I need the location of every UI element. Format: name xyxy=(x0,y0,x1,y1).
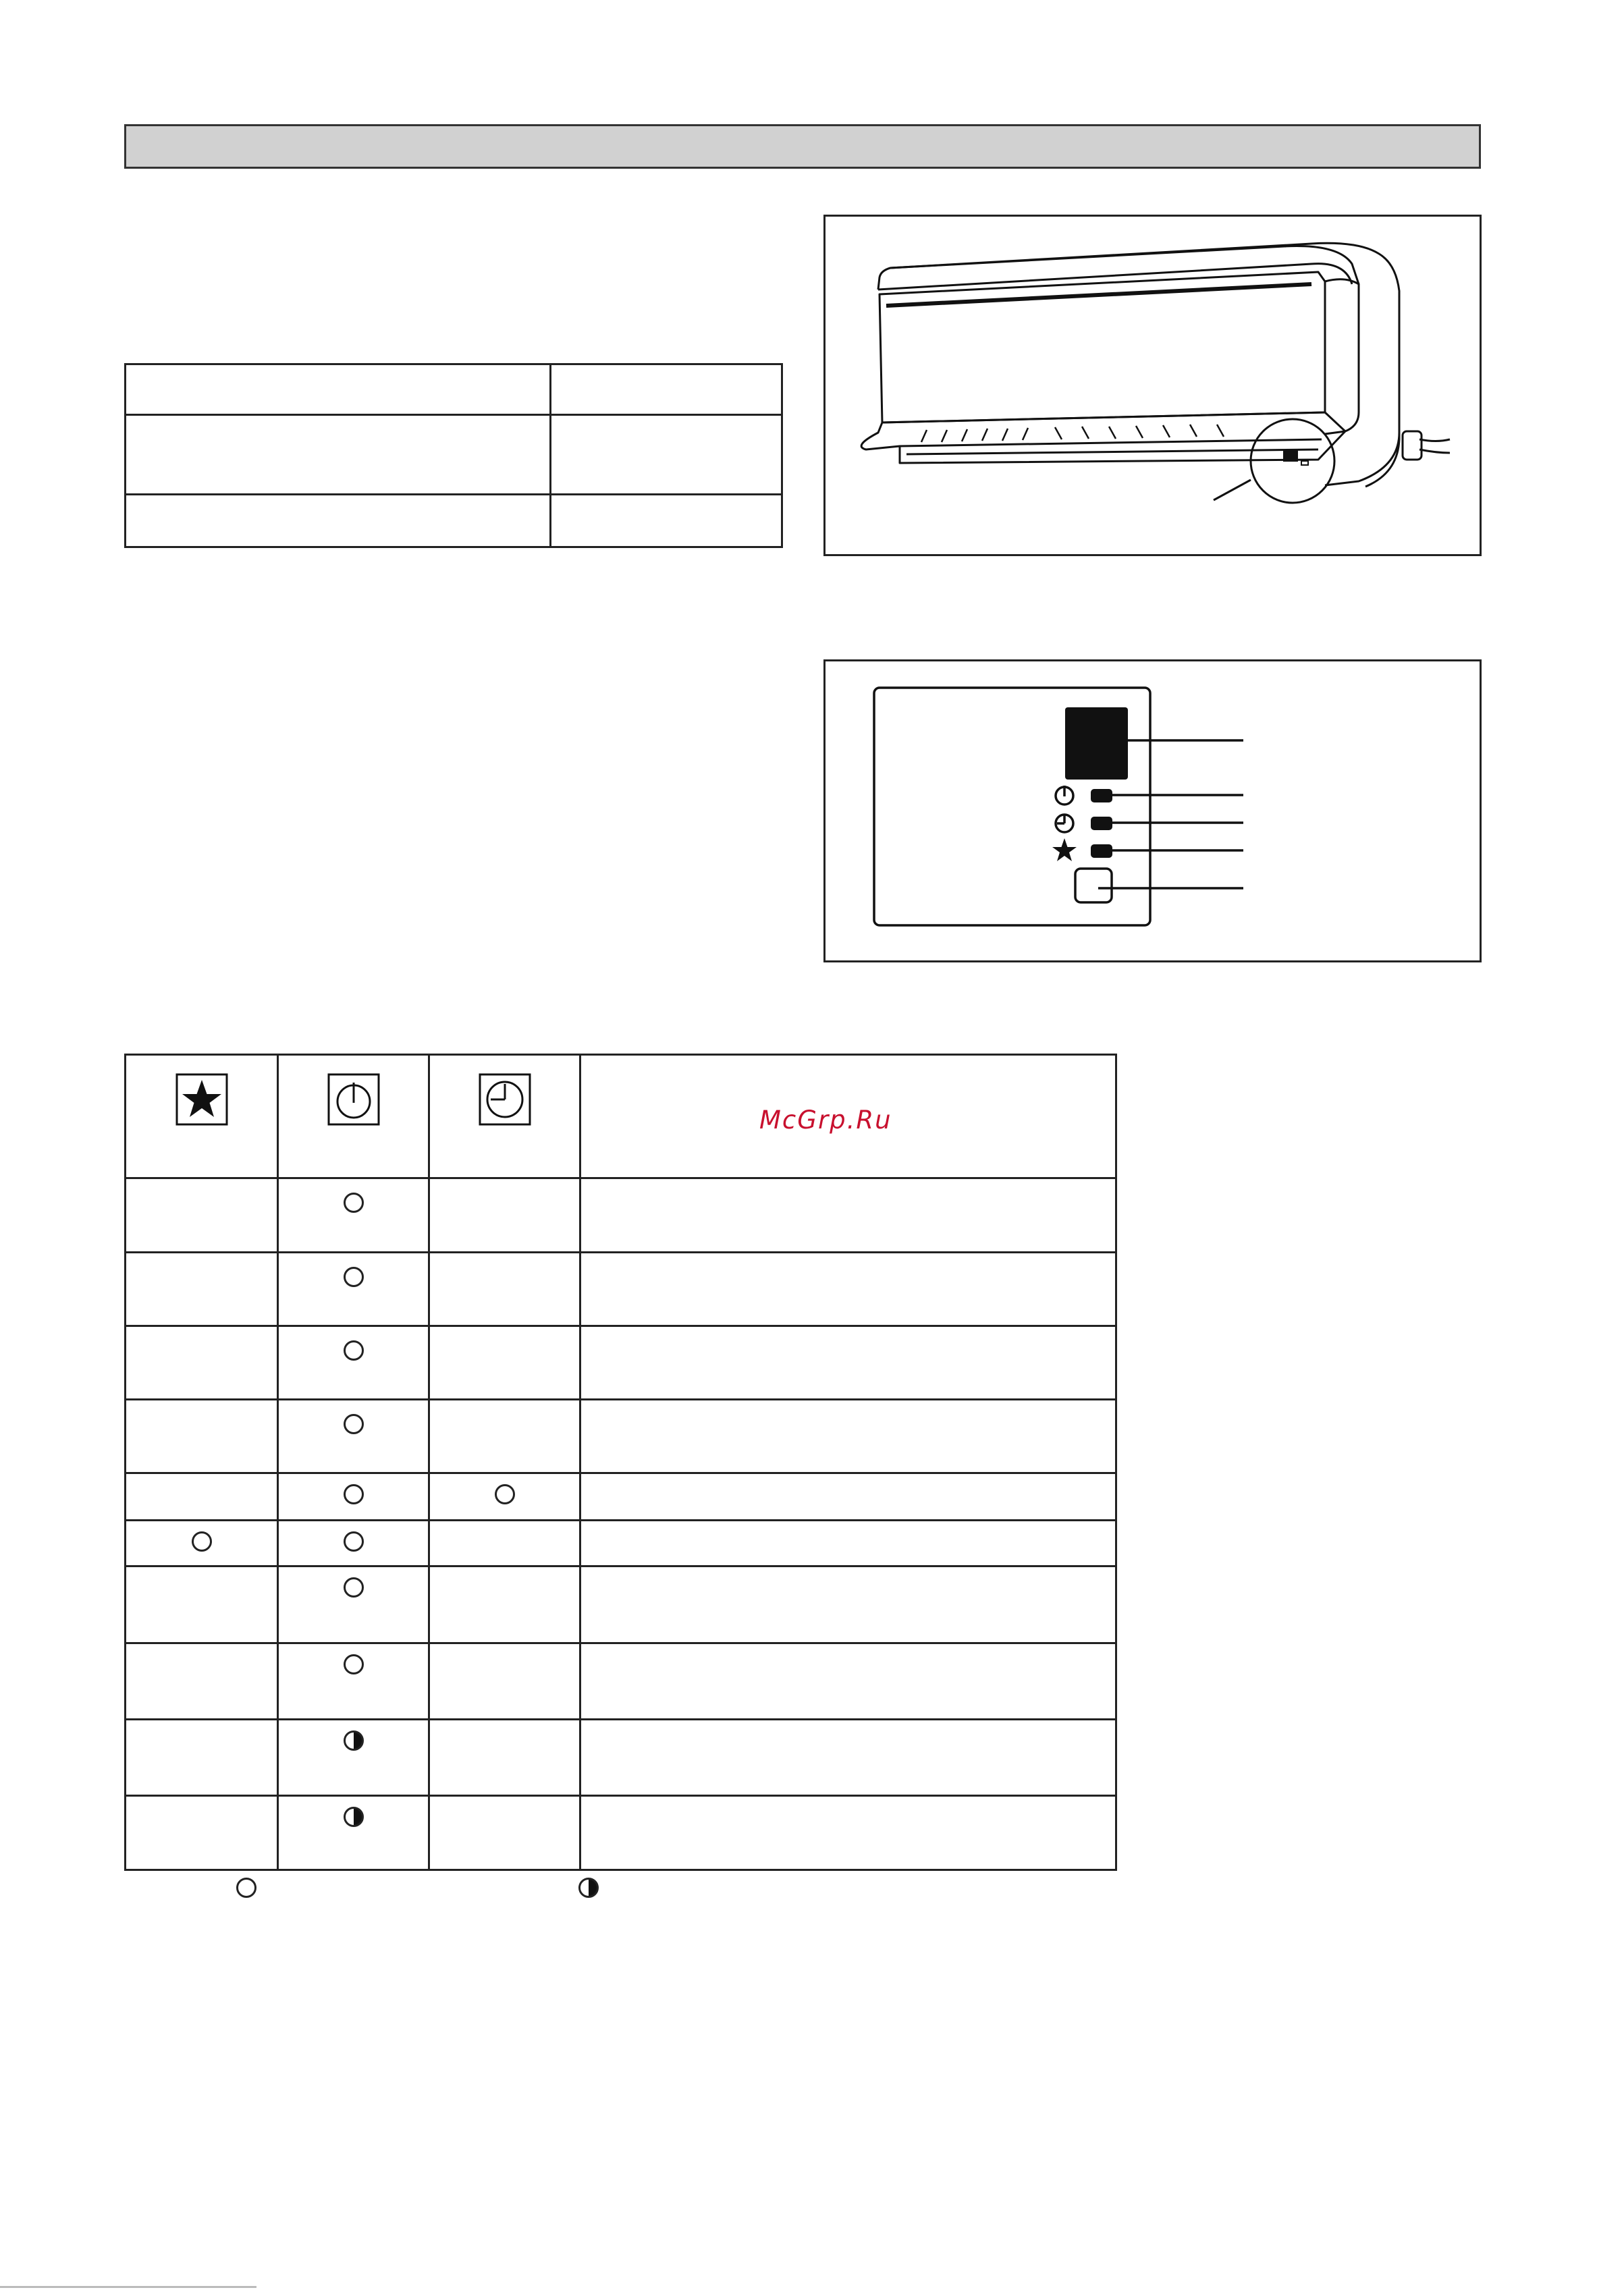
indicator-table xyxy=(124,1054,1117,1871)
circle-on-icon xyxy=(344,1577,364,1598)
circle-on-icon xyxy=(344,1654,364,1674)
control-panel-illustration xyxy=(825,661,1480,960)
table-row xyxy=(126,1253,1116,1326)
table-row xyxy=(126,1720,1116,1796)
table-row xyxy=(126,415,782,495)
table-row xyxy=(126,1473,1116,1521)
power-icon xyxy=(327,1073,380,1126)
table-header-row xyxy=(126,1055,1116,1178)
indoor-unit-figure xyxy=(823,215,1482,556)
watermark: McGrp.Ru xyxy=(759,1106,892,1135)
table-row xyxy=(126,1566,1116,1643)
star-icon xyxy=(175,1073,228,1126)
circle-on-icon xyxy=(495,1484,515,1504)
clock-icon xyxy=(479,1073,531,1126)
circle-on-icon xyxy=(344,1193,364,1213)
table-row xyxy=(126,1521,1116,1566)
table-row xyxy=(126,1326,1116,1400)
reference-table xyxy=(124,363,783,548)
table-row xyxy=(126,495,782,547)
circle-on-icon xyxy=(344,1267,364,1287)
table-row xyxy=(126,1643,1116,1720)
half-circle-icon xyxy=(344,1730,364,1751)
table-row xyxy=(126,1400,1116,1473)
footer-line xyxy=(0,2286,256,2288)
table-row xyxy=(126,1796,1116,1870)
table-row xyxy=(126,1178,1116,1253)
half-circle-icon xyxy=(578,1878,599,1898)
circle-on-icon xyxy=(236,1878,256,1898)
circle-on-icon xyxy=(344,1414,364,1434)
table-row xyxy=(126,364,782,415)
half-circle-icon xyxy=(344,1807,364,1827)
circle-on-icon xyxy=(344,1484,364,1504)
circle-on-icon xyxy=(192,1531,212,1552)
circle-on-icon xyxy=(344,1531,364,1552)
circle-on-icon xyxy=(344,1340,364,1361)
section-title-bar xyxy=(124,124,1481,169)
air-conditioner-illustration xyxy=(825,217,1480,554)
control-panel-figure xyxy=(823,659,1482,962)
